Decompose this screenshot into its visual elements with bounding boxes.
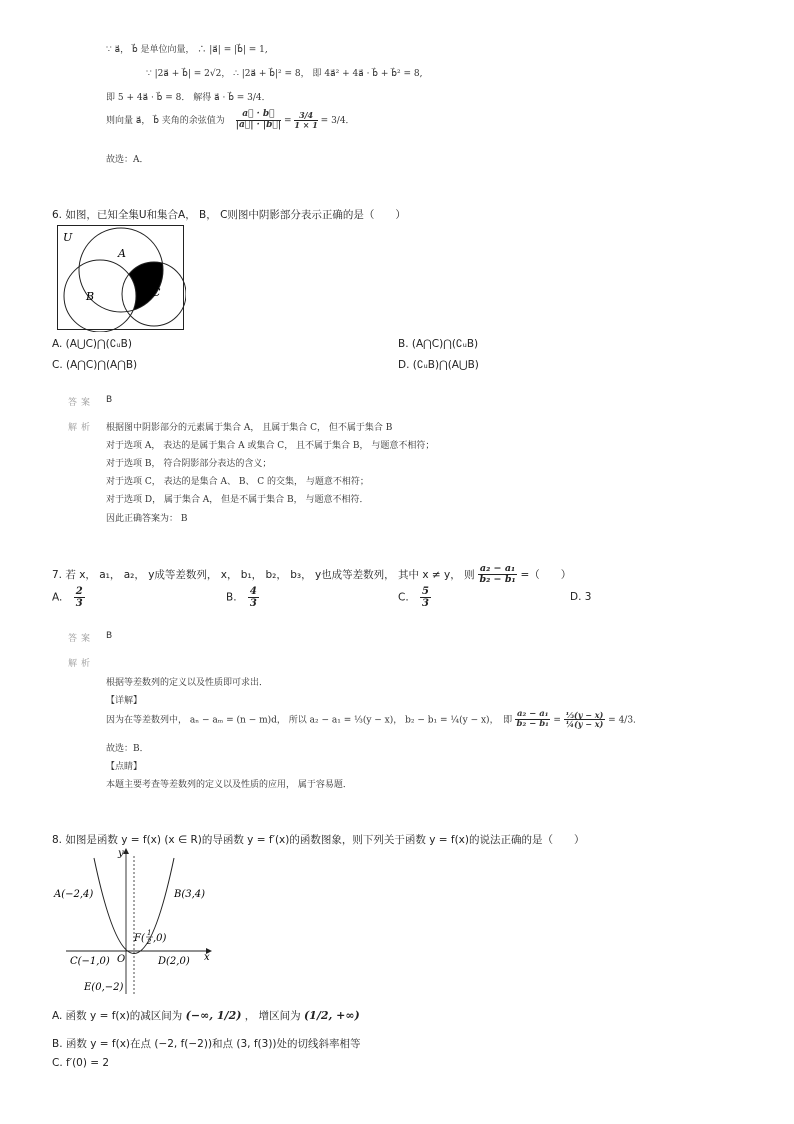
q7-conclusion: 故选：B． xyxy=(106,744,149,754)
q5-result: = 3/4． xyxy=(320,115,355,126)
q7-comment: 本题主要考查等差数列的定义以及性质的应用， 属于容易题． xyxy=(106,780,352,790)
q7-stem-fraction xyxy=(478,564,517,586)
q7-stem-denominator: b₂ − b₁ xyxy=(479,574,516,586)
q7-detail-mid-numerator: ⅓(y − x) xyxy=(565,709,604,720)
derivative-graph xyxy=(52,844,222,998)
q7-detail-text: 因为在等差数列中， aₙ − aₘ = (n − m)d， 所以 a₂ − a₁ = ⅓(y − x)， b₂ − b₁ = ¼(y − x)， 即 xyxy=(106,715,513,726)
q7-option-c-num: 5 xyxy=(422,586,429,597)
q7-detail-line: 因为在等差数列中， aₙ − aₘ = (n − m)d， 所以 a₂ − a₁ = ⅓(y − x)， b₂ − b₁ = ¼(y − x)， 即 $\frac{\text{a₂ − a₁}}{\text{b₂ − b₁}}$ = $\frac{\text{⅓(y − x)}}{\text{¼(y − x)}}$ = 4/3． xyxy=(106,709,643,730)
graph-label-f-den: 2 xyxy=(147,938,152,946)
q7-answer-label: 答案 xyxy=(68,634,95,644)
q5-solution-line2: ∵ |2a⃗ + b⃗| = 2√2， ∴ |2a⃗ + b⃗|² = 8， 即 4a⃗² + 4a⃗ · b⃗ + b⃗² = 8, xyxy=(146,69,423,79)
q7-detail-heading: 【详解】 xyxy=(106,696,143,706)
q7-option-b-num: 4 xyxy=(249,586,257,597)
graph-label-y: y xyxy=(118,848,124,859)
graph-label-f-suffix: ,0) xyxy=(153,933,167,944)
q8-option-b[interactable]: B. 函数 y = f(x)在点 (−2, f(−2))和点 (3, f(3))处的切线斜率相等 xyxy=(52,1038,361,1050)
q8-stem: 8. 如图是函数 y = f(x) (x ∈ R)的导函数 y = f′(x)的函数图象，则下列关于函数 y = f(x)的说法正确的是（ ） xyxy=(52,834,585,846)
q7-option-a-den: 3 xyxy=(75,598,83,609)
graph-label-f-num: 1 xyxy=(147,929,152,937)
q5-solution-line4: 则向量 a⃗， b⃗ 夹角的余弦值为 $\frac{a⃗ \cdot b⃗}{|a⃗| \cdot |b⃗|}$ = $\frac{3/4}{1 \times 1}$ = 3/4． xyxy=(106,109,355,130)
q5-mid-denominator: 1 × 1 xyxy=(294,119,318,130)
graph-label-a: A(−2,4) xyxy=(54,889,94,900)
q6-analysis-line: 对于选项 B， 符合阴影部分表达的含义； xyxy=(106,459,272,469)
q6-analysis-line: 根据图中阴影部分的元素属于集合 A， 且属于集合 C， 但不属于集合 B xyxy=(106,423,393,433)
q5-cos-fraction xyxy=(236,110,281,131)
q6-option-c[interactable]: C. (A⋂C)⋂(A⋂B) xyxy=(52,359,138,371)
q7-answer-value: B xyxy=(106,631,113,641)
q7-option-a-fraction xyxy=(74,586,85,609)
q5-line4-prefix: 则向量 a⃗， b⃗ 夹角的余弦值为 xyxy=(106,115,225,126)
q8-option-a-interval2: (1/2, +∞) xyxy=(303,1009,360,1022)
q8-option-c[interactable]: C. f′(0) = 2 xyxy=(52,1057,110,1069)
graph-y-axis-arrow xyxy=(123,848,129,854)
q7-option-b-fraction xyxy=(248,586,259,609)
q6-analysis-label: 解析 xyxy=(68,423,95,433)
q7-stem-suffix: =（ ） xyxy=(520,568,572,581)
q7-option-b[interactable] xyxy=(226,586,259,609)
venn-label-b: B xyxy=(86,290,95,303)
q6-analysis-line: 对于选项 A， 表达的是属于集合 A 或集合 C， 且不属于集合 B， 与题意不相符； xyxy=(106,441,435,451)
graph-label-b: B(3,4) xyxy=(174,889,206,900)
q7-option-b-den: 3 xyxy=(249,598,257,609)
q7-option-c-fraction xyxy=(420,586,431,609)
q7-analysis-label: 解析 xyxy=(68,659,95,669)
q5-mid-fraction xyxy=(294,111,317,130)
q6-stem: 6. 如图，已知全集U和集合A， B， C则图中阴影部分表示正确的是（ ） xyxy=(52,209,406,221)
graph-label-c: C(−1,0) xyxy=(70,956,110,967)
graph-label-d: D(2,0) xyxy=(158,956,190,967)
q7-option-d[interactable]: D. 3 xyxy=(570,591,592,603)
q8-option-a-prefix: A. 函数 y = f(x)的减区间为 xyxy=(52,1010,183,1022)
graph-label-f-prefix: F( xyxy=(134,933,145,944)
q5-conclusion: 故选：A． xyxy=(106,155,149,165)
q5-solution-line1: ∵ a⃗， b⃗ 是单位向量， ∴ |a⃗| = |b⃗| = 1, xyxy=(106,45,268,55)
q7-detail-numerator: a₂ − a₁ xyxy=(516,709,549,719)
q7-detail-mid-denominator: ¼(y − x) xyxy=(565,719,604,730)
q6-option-b[interactable]: B. (A⋂C)⋂(∁ᵤB) xyxy=(398,338,479,350)
q5-cos-numerator: a⃗ · b⃗ xyxy=(236,110,281,121)
venn-label-a: A xyxy=(118,247,126,260)
q7-option-a[interactable] xyxy=(52,586,85,609)
q8-option-a-interval1: (−∞, 1/2) xyxy=(185,1009,242,1022)
graph-label-x: x xyxy=(204,952,210,963)
q8-option-a-mid: ， 增区间为 xyxy=(244,1010,301,1022)
q7-option-c-den: 3 xyxy=(422,598,429,609)
q6-analysis-line: 对于选项 C， 表达的是集合 A、 B、 C 的交集， 与题意不相符； xyxy=(106,477,369,487)
venn-label-c: C xyxy=(152,286,161,299)
q7-option-a-num: 2 xyxy=(75,586,83,597)
venn-diagram xyxy=(56,224,186,332)
q6-analysis-line: 对于选项 D， 属于集合 A， 但是不属于集合 B， 与题意不相符． xyxy=(106,495,369,505)
q7-analysis-intro: 根据等差数列的定义以及性质即可求出． xyxy=(106,678,269,688)
q6-answer-value: B xyxy=(106,395,113,405)
q7-option-c[interactable] xyxy=(398,586,431,609)
q6-option-d[interactable]: D. (∁ᵤB)⋂(A⋃B) xyxy=(398,359,479,371)
q7-detail-denominator: b₂ − b₁ xyxy=(516,719,549,730)
venn-universe-box xyxy=(58,226,184,330)
q6-answer-label: 答案 xyxy=(68,398,95,408)
q7-stem xyxy=(52,564,571,586)
venn-label-u: U xyxy=(63,231,73,244)
q7-detail-mid-fraction xyxy=(564,711,606,730)
q8-option-a[interactable] xyxy=(52,1008,360,1023)
q7-detail-result: = 4/3． xyxy=(608,715,643,726)
graph-label-e: E(0,−2) xyxy=(84,982,124,993)
q6-option-a[interactable]: A. (A⋃C)⋂(∁ᵤB) xyxy=(52,338,132,350)
q7-option-a-label: A. xyxy=(52,591,63,604)
graph-label-origin: O xyxy=(117,954,126,965)
q7-detail-fraction xyxy=(515,710,551,730)
q7-stem-prefix: 7. 若 x， a₁， a₂， y成等差数列， x， b₁， b₂， b₃， y也成等差数列， 其中 x ≠ y， 则 xyxy=(52,568,475,581)
q6-analysis-line: 因此正确答案为： B xyxy=(106,514,188,524)
q5-mid-numerator: 3/4 xyxy=(294,111,317,121)
q7-option-c-label: C. xyxy=(398,591,409,604)
q5-cos-denominator: |a⃗| · |b⃗| xyxy=(235,119,282,130)
q5-solution-line3: 即 5 + 4a⃗ · b⃗ = 8． 解得 a⃗ · b⃗ = 3/4． xyxy=(106,93,271,103)
q7-comment-heading: 【点睛】 xyxy=(106,762,143,772)
q7-stem-numerator: a₂ − a₁ xyxy=(479,563,516,574)
q7-option-b-label: B. xyxy=(226,591,237,604)
